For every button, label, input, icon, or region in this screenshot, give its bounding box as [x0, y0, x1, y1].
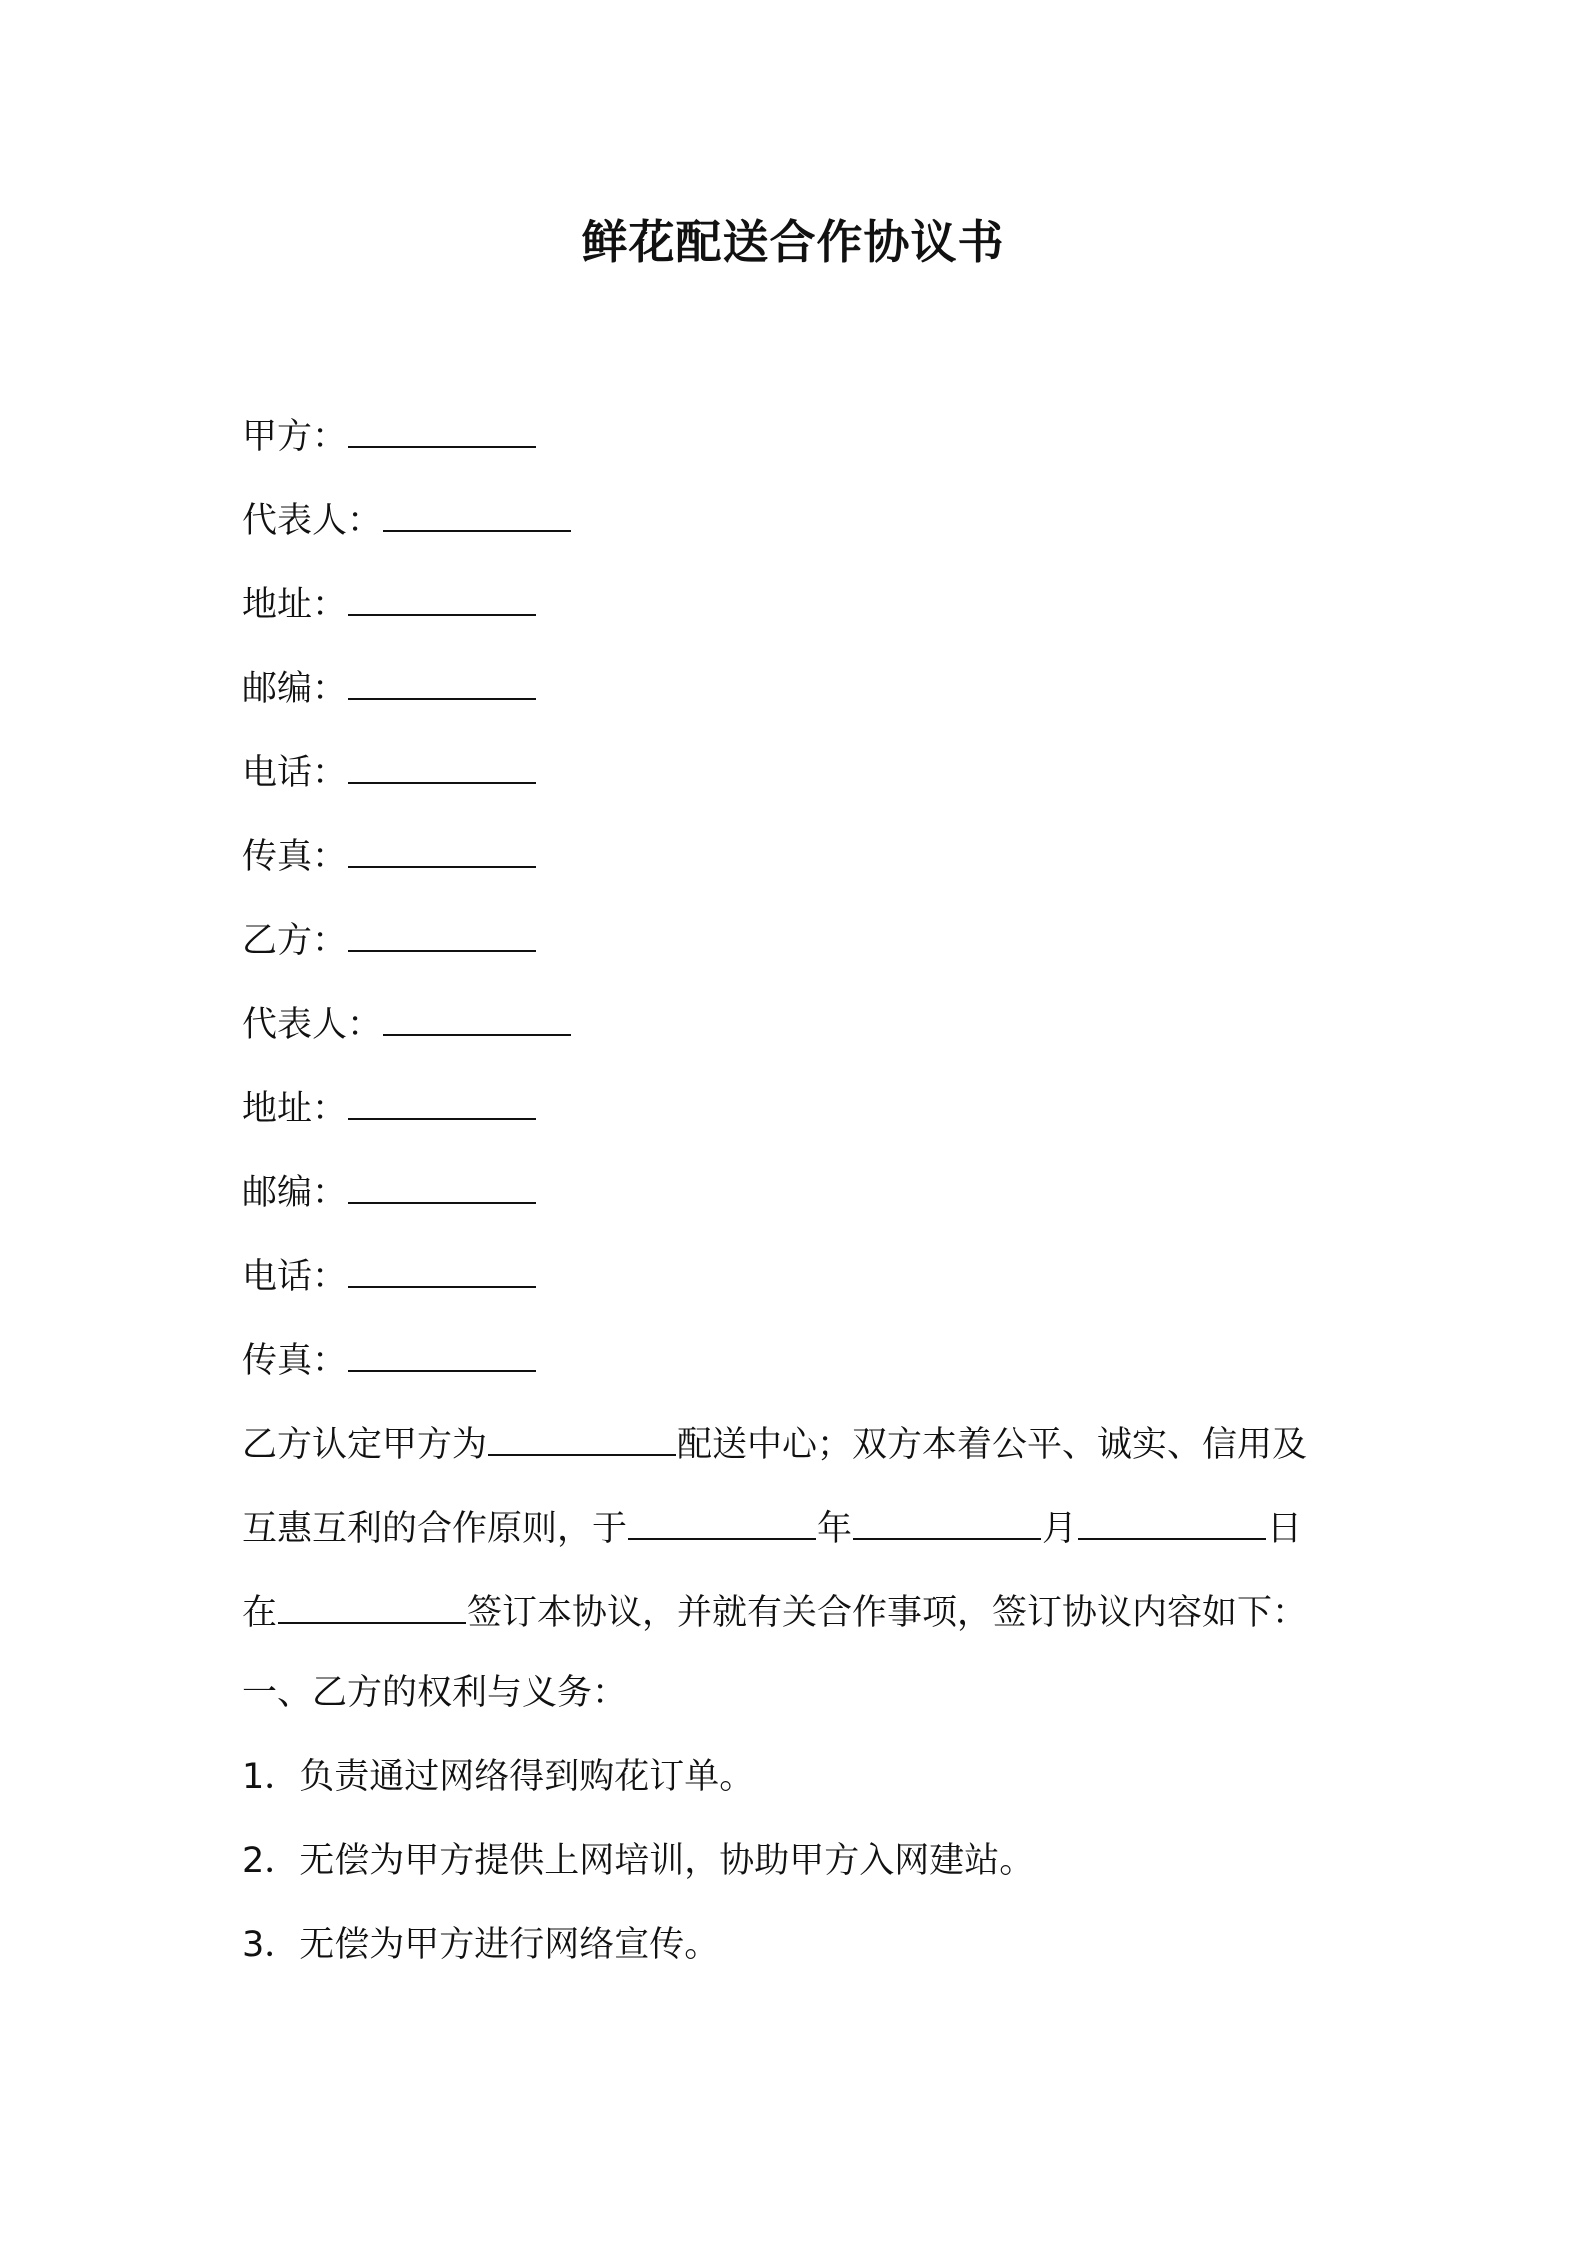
party-b-representative-blank	[383, 996, 571, 1036]
party-b-fax-label: 传真：	[242, 1341, 348, 1381]
party-a-label: 甲方：	[242, 417, 348, 457]
party-a-postcode-label: 邮编：	[242, 669, 348, 709]
party-b-postcode-label: 邮编：	[242, 1173, 348, 1213]
party-b-phone-label: 电话：	[242, 1257, 348, 1297]
party-b-field	[242, 912, 1352, 996]
intro-line-3	[242, 1584, 1352, 1668]
delivery-center-blank	[488, 1416, 676, 1456]
party-b-address-field	[242, 1080, 1352, 1164]
party-b-postcode-field	[242, 1164, 1352, 1248]
day-blank	[1078, 1500, 1266, 1540]
party-b-address-blank	[348, 1080, 536, 1120]
party-a-address-label: 地址：	[242, 585, 348, 625]
party-a-fax-field	[242, 828, 1352, 912]
month-blank	[853, 1500, 1041, 1540]
party-b-fax-field	[242, 1332, 1352, 1416]
party-b-blank	[348, 912, 536, 952]
list-item: 1．负责通过网络得到购花订单。	[242, 1757, 755, 1797]
party-b-fax-blank	[348, 1332, 536, 1372]
party-a-fax-blank	[348, 828, 536, 868]
party-a-representative-field	[242, 492, 1352, 576]
party-a-blank	[348, 408, 536, 448]
intro-text-3a: 在	[242, 1593, 278, 1633]
document-title: 鲜花配送合作协议书	[581, 215, 1005, 269]
intro-text-1a: 乙方认定甲方为	[242, 1425, 488, 1465]
list-item: 2．无偿为甲方提供上网培训，协助甲方入网建站。	[242, 1841, 1035, 1881]
party-b-representative-field	[242, 996, 1352, 1080]
party-a-postcode-blank	[348, 660, 536, 700]
party-b-postcode-blank	[348, 1164, 536, 1204]
year-blank	[628, 1500, 816, 1540]
signing-place-blank	[278, 1584, 466, 1624]
party-b-phone-field	[242, 1248, 1352, 1332]
party-b-phone-blank	[348, 1248, 536, 1288]
year-label: 年	[817, 1509, 853, 1549]
party-a-phone-blank	[348, 744, 536, 784]
party-a-address-blank	[348, 576, 536, 616]
party-a-phone-field	[242, 744, 1352, 828]
day-label: 日	[1267, 1509, 1303, 1549]
party-a-phone-label: 电话：	[242, 753, 348, 793]
section-1-heading: 一、乙方的权利与义务：	[242, 1673, 628, 1713]
intro-text-1b: 配送中心；双方本着公平、诚实、信用及	[677, 1425, 1308, 1465]
party-a-field	[242, 408, 1352, 492]
party-a-representative-blank	[383, 492, 571, 532]
party-a-representative-label: 代表人：	[242, 501, 383, 541]
party-b-address-label: 地址：	[242, 1089, 348, 1129]
party-b-label: 乙方：	[242, 921, 348, 961]
intro-line-2	[242, 1500, 1352, 1584]
party-a-fax-label: 传真：	[242, 837, 348, 877]
party-a-postcode-field	[242, 660, 1352, 744]
intro-text-2a: 互惠互利的合作原则，于	[242, 1509, 628, 1549]
party-a-address-field	[242, 576, 1352, 660]
intro-text-3b: 签订本协议，并就有关合作事项，签订协议内容如下：	[467, 1593, 1308, 1633]
month-label: 月	[1042, 1509, 1078, 1549]
intro-line-1	[242, 1416, 1352, 1500]
document-body	[242, 408, 1352, 2004]
party-b-representative-label: 代表人：	[242, 1005, 383, 1045]
list-item: 3．无偿为甲方进行网络宣传。	[242, 1925, 720, 1965]
